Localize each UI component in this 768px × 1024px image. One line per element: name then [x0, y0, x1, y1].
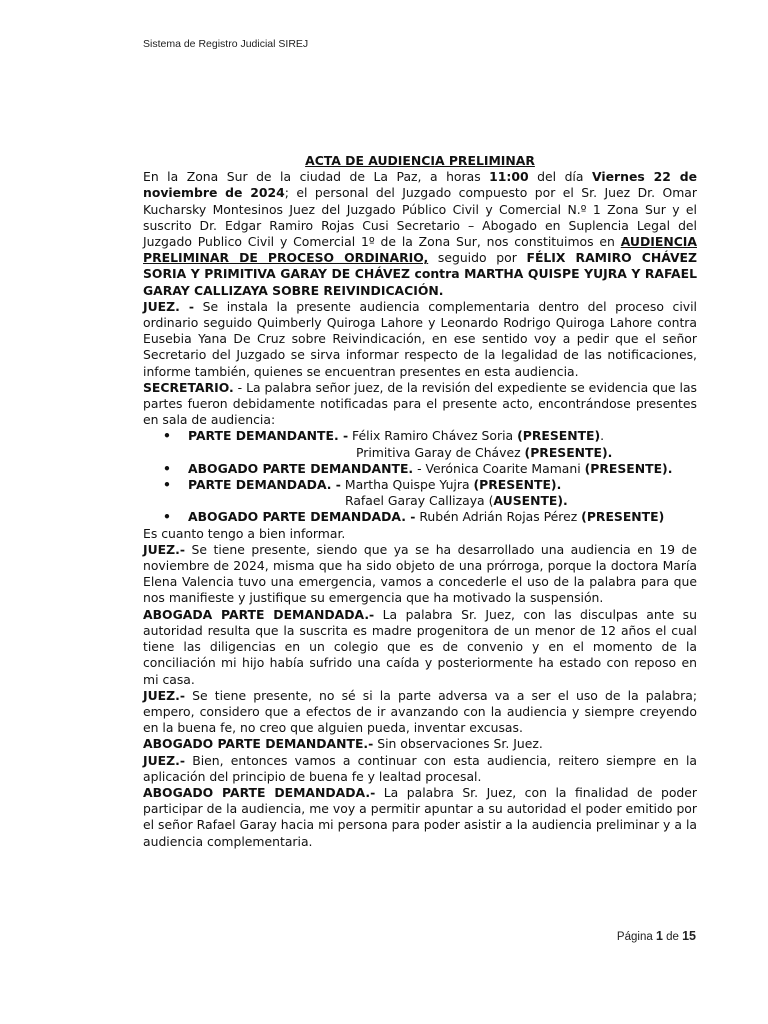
statement-text: Se instala la presente audiencia complementaria dentro del proceso civil ordinario seguido Quimberly Quiroga Lahore y Leonardo Rodrigo Quiroga Lahore contra Eusebia Yana De Cruz sobre Reivindicación, en ese sentido voy a pedir que el señor Secretario del Juzgado se sirva informar respecto de la legalidad de las notificaciones, informe también, quienes se encuentran presentes en esta audiencia.: [143, 298, 697, 379]
bullet-icon: •: [163, 477, 171, 493]
page-number: [617, 929, 696, 943]
speaker-label: JUEZ. -: [143, 298, 194, 314]
party-label: ABOGADO PARTE DEMANDANTE.: [188, 460, 414, 476]
statement-paragraph: [143, 607, 697, 688]
bullet-icon: •: [163, 460, 171, 476]
speaker-label: ABOGADA PARTE DEMANDADA.-: [143, 606, 375, 622]
intro-text: ; el personal del Juzgado compuesto por el Sr. Juez Dr. Omar Kucharsky Montesinos Juez del Juzgado Público Civil y Comercial N.º 1 Zona Sur y el suscrito Dr. Edgar Ramiro Rojas Cusi Secretario – Abogado en Suplencia Legal del Juzgado Publico Civil y Comercial 1º de la Zona Sur, nos constituimos en: [143, 185, 697, 250]
process-type: AUDIENCIA PRELIMINAR DE PROCESO ORDINARIO,: [143, 234, 697, 266]
party-end: .: [600, 428, 605, 444]
party-status: (PRESENTE).: [473, 477, 562, 493]
party-status: (PRESENTE).: [584, 460, 673, 476]
statement-paragraph: [143, 736, 697, 752]
list-continuation: [143, 493, 697, 509]
intro-text: seguido por: [428, 250, 527, 266]
closing-line: Es cuanto tengo a bien informar.: [143, 525, 346, 541]
intro-paragraph: [143, 169, 697, 299]
total-pages: 15: [682, 929, 696, 943]
intro-text: del día: [528, 169, 592, 185]
page-sep: de: [666, 931, 679, 943]
speaker-label: ABOGADO PARTE DEMANDANTE.-: [143, 736, 374, 752]
secretary-statement: [143, 380, 697, 429]
list-item: [143, 428, 697, 444]
page-label: Página: [616, 931, 653, 943]
speaker-label: SECRETARIO.: [143, 379, 234, 395]
document-body: [143, 153, 697, 850]
statement-paragraph: [143, 688, 697, 737]
party-name: Rubén Adrián Rojas Pérez: [415, 509, 582, 525]
party-status: (PRESENTE).: [524, 444, 613, 460]
statement-text: La palabra Sr. Juez, con las disculpas ante su autoridad resulta que la suscrita es madre progenitora de un menor de 12 años el cual tiene las diligencias en un colegio que es de convenio y en el momento de la conciliación mi hijo había sufrido una caída y posteriormente ha estado con reposo en mi casa.: [143, 606, 697, 687]
bullet-icon: •: [163, 428, 171, 444]
intro-text: En la Zona Sur de la ciudad de La Paz, a horas: [143, 169, 490, 185]
speaker-label: JUEZ.-: [143, 752, 185, 768]
parties: FÉLIX RAMIRO CHÁVEZ SORIA Y PRIMITIVA GARAY DE CHÁVEZ contra MARTHA QUISPE YUJRA Y RAFAEL GARAY CALLIZAYA SOBRE REIVINDICACIÓN.: [143, 250, 697, 298]
speaker-label: JUEZ.-: [143, 687, 185, 703]
party-label: ABOGADO PARTE DEMANDADA. -: [188, 509, 416, 525]
statement-paragraph: [143, 785, 697, 850]
party-name: Rafael Garay Callizaya (: [345, 493, 494, 509]
party-status: AUSENTE).: [493, 493, 568, 509]
speaker-label: ABOGADO PARTE DEMANDADA.-: [143, 784, 376, 800]
party-name: Primitiva Garay de Chávez: [356, 444, 525, 460]
party-status: (PRESENTE): [581, 509, 665, 525]
statement-text: Bien, entonces vamos a continuar con esta audiencia, reitero siempre en la aplicación del principio de buena fe y lealtad procesal.: [143, 752, 697, 784]
party-status: (PRESENTE): [517, 428, 601, 444]
party-name: - Verónica Coarite Mamani: [413, 460, 585, 476]
page-header: Sistema de Registro Judicial SIREJ: [143, 38, 309, 50]
current-page: 1: [655, 929, 663, 943]
party-label: PARTE DEMANDANTE. -: [188, 428, 349, 444]
document-title: ACTA DE AUDIENCIA PRELIMINAR: [305, 153, 535, 168]
statement-text: Se tiene presente, no sé si la parte adversa va a ser el uso de la palabra; empero, considero que a efectos de ir avanzando con la audiencia y siempre creyendo en la buena fe, no creo que alguien pueda, inventar excusas.: [143, 687, 697, 736]
statement-paragraph: [143, 753, 697, 785]
hearing-time: 11:00: [489, 169, 529, 185]
statement-paragraph: [143, 542, 697, 607]
list-item: [143, 461, 697, 477]
speaker-label: JUEZ.-: [143, 541, 185, 557]
party-name: Félix Ramiro Chávez Soria: [348, 428, 518, 444]
statement-text: La palabra Sr. Juez, con la finalidad de poder participar de la audiencia, me voy a permitir apuntar a su autoridad el poder emitido por el señor Rafael Garay hacia mi persona para poder asistir a la audiencia preliminar y a la audiencia complementaria.: [143, 784, 697, 849]
party-label: PARTE DEMANDADA. -: [188, 477, 341, 493]
list-item: [143, 509, 697, 525]
statement-text: Se tiene presente, siendo que ya se ha desarrollado una audiencia en 19 de noviembre de 2024, misma que ha sido objeto de una prórroga, porque la doctora María Elena Valencia tuvo una emergencia, vamos a concederle el uso de la palabra para que nos manifieste y justifique su emergencia que ha motivado la suspensión.: [143, 541, 697, 606]
judge-statement: [143, 299, 697, 380]
party-name: Martha Quispe Yujra: [340, 477, 474, 493]
list-continuation: [143, 445, 697, 461]
statement-text: - La palabra señor juez, de la revisión del expediente se evidencia que las partes fueron debidamente notificadas para el presente acto, encontrándose presentes en sala de audiencia:: [143, 379, 697, 428]
hearing-date: Viernes 22 de noviembre de 2024: [143, 169, 697, 201]
bullet-icon: •: [163, 509, 171, 525]
list-item: [143, 477, 697, 493]
statement-text: Sin observaciones Sr. Juez.: [373, 736, 543, 752]
